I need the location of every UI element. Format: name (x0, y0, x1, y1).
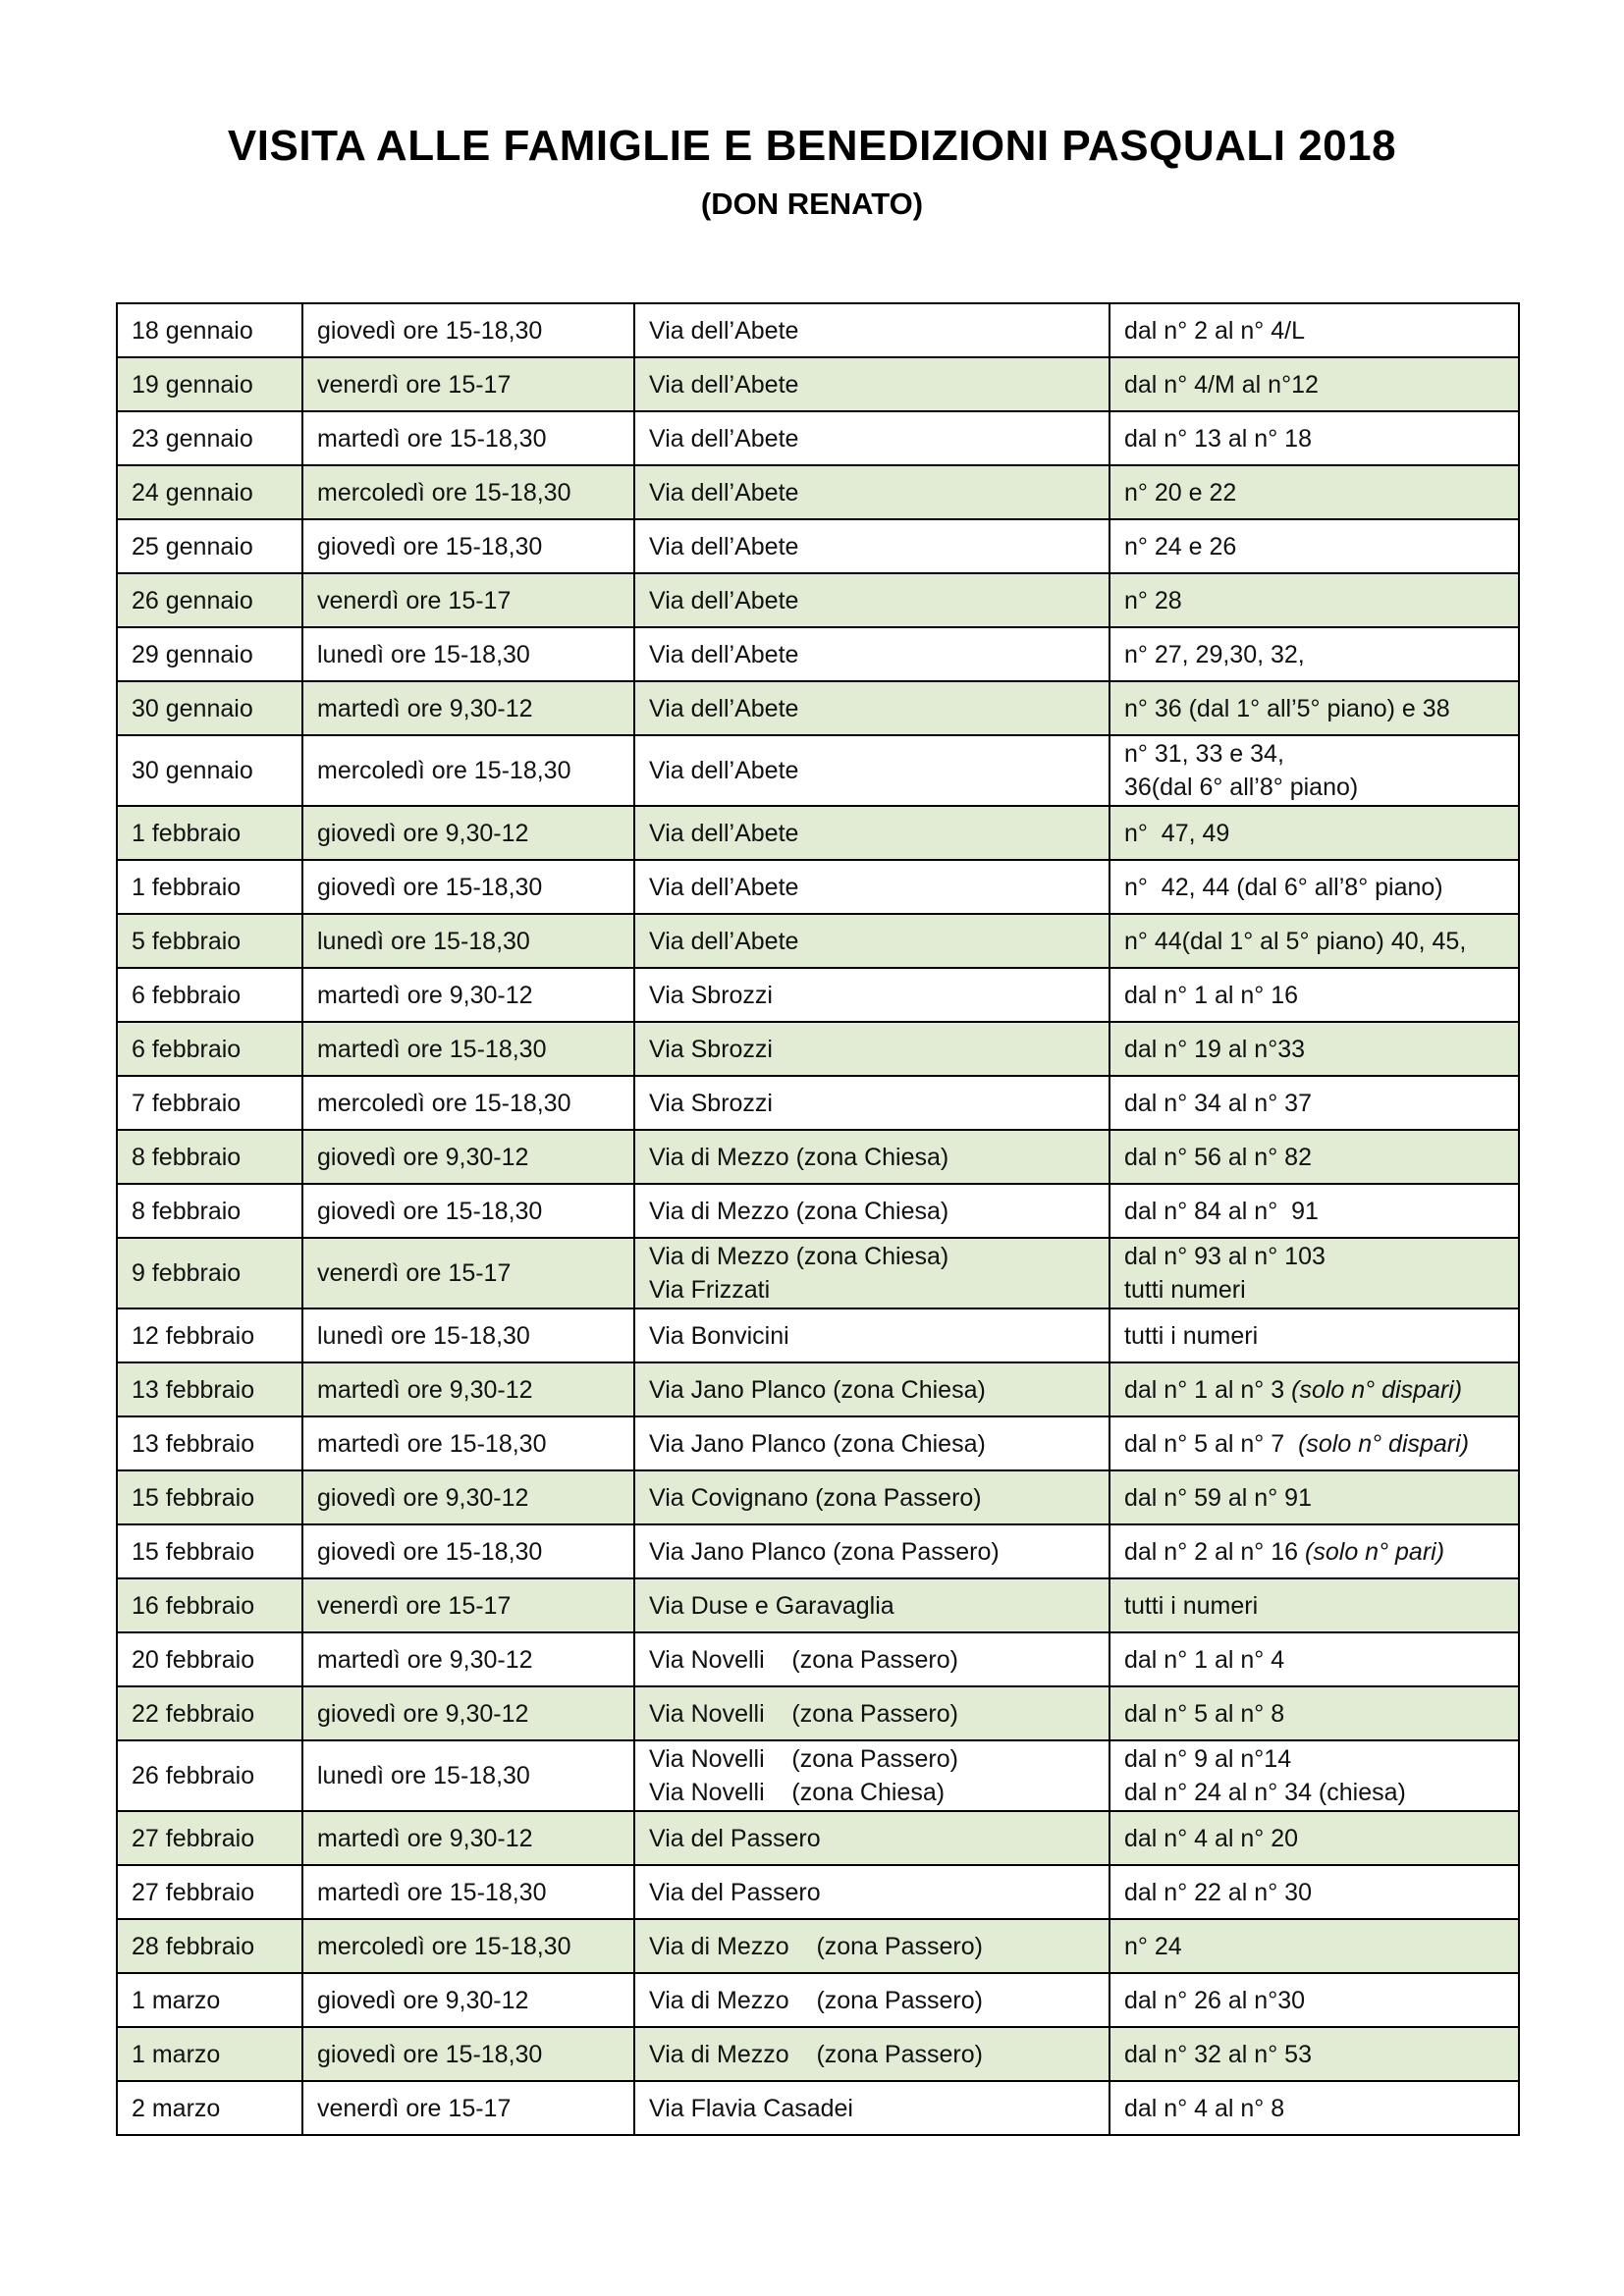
numbers-cell (1110, 1184, 1519, 1238)
street-cell (634, 806, 1110, 860)
numbers-text: dal n° 2 al n° 4/L (1124, 316, 1306, 345)
date-cell: 24 gennaio (117, 465, 302, 519)
date-cell: 1 febbraio (117, 860, 302, 914)
street-line: Via di Mezzo (zona Passero) (649, 1986, 983, 2014)
table-row (117, 735, 1519, 806)
numbers-line (1124, 1742, 1504, 1776)
schedule-table (116, 302, 1520, 2136)
numbers-line (1124, 583, 1504, 618)
date-cell: 15 febbraio (117, 1470, 302, 1524)
table-row (117, 1524, 1519, 1578)
numbers-line (1124, 1194, 1504, 1229)
street-cell (634, 1632, 1110, 1686)
numbers-line (1124, 870, 1504, 905)
street-line: Via dell’Abete (649, 370, 799, 399)
numbers-line (1124, 1875, 1504, 1910)
time-cell: martedì ore 15-18,30 (302, 1416, 634, 1470)
table-row (117, 1686, 1519, 1740)
numbers-line (1124, 1929, 1504, 1964)
numbers-cell (1110, 519, 1519, 573)
table-row (117, 1130, 1519, 1184)
page-subtitle: (DON RENATO) (700, 187, 924, 221)
numbers-line (1124, 1642, 1504, 1678)
table-row (117, 1919, 1519, 1973)
street-cell (634, 573, 1110, 627)
table-row (117, 627, 1519, 681)
numbers-cell (1110, 1578, 1519, 1632)
date-cell: 8 febbraio (117, 1184, 302, 1238)
table-row (117, 1362, 1519, 1416)
time-cell: giovedì ore 9,30-12 (302, 806, 634, 860)
numbers-cell (1110, 303, 1519, 357)
numbers-line (1124, 637, 1504, 672)
street-line: Via del Passero (649, 1878, 821, 1906)
date-cell: 6 febbraio (117, 968, 302, 1022)
date-cell: 29 gennaio (117, 627, 302, 681)
street-cell (634, 1524, 1110, 1578)
numbers-text: n° 31, 33 e 34, (1124, 740, 1284, 768)
numbers-cell (1110, 627, 1519, 681)
numbers-cell (1110, 1919, 1519, 1973)
numbers-text: dal n° 59 al n° 91 (1124, 1483, 1312, 1512)
time-cell: giovedì ore 15-18,30 (302, 1184, 634, 1238)
street-cell (634, 1130, 1110, 1184)
date-cell: 7 febbraio (117, 1076, 302, 1130)
numbers-text: dal n° 24 al n° 34 (chiesa) (1124, 1779, 1406, 1806)
numbers-text: n° 27, 29,30, 32, (1124, 640, 1305, 668)
table-row (117, 1022, 1519, 1076)
street-line: Via Covignano (zona Passero) (649, 1483, 982, 1512)
street-line: Via Sbrozzi (649, 981, 773, 1009)
numbers-text: dal n° 34 al n° 37 (1124, 1089, 1312, 1117)
numbers-line (1124, 1696, 1504, 1732)
numbers-text: dal n° 9 al n°14 (1124, 1745, 1292, 1773)
numbers-cell (1110, 1740, 1519, 1811)
street-cell (634, 1416, 1110, 1470)
date-cell: 12 febbraio (117, 1308, 302, 1362)
numbers-cell (1110, 1632, 1519, 1686)
street-cell (634, 627, 1110, 681)
street-line: Via Jano Planco (zona Passero) (649, 1537, 1000, 1566)
street-line: Via dell’Abete (649, 640, 799, 668)
street-line: Via dell’Abete (649, 316, 799, 345)
date-cell: 23 gennaio (117, 411, 302, 465)
street-line: Via Novelli (zona Chiesa) (649, 1779, 946, 1806)
street-cell (634, 1811, 1110, 1865)
table-row (117, 1740, 1519, 1811)
street-cell (634, 1578, 1110, 1632)
date-cell: 27 febbraio (117, 1811, 302, 1865)
time-cell: martedì ore 15-18,30 (302, 411, 634, 465)
street-cell (634, 681, 1110, 735)
date-cell: 25 gennaio (117, 519, 302, 573)
numbers-line (1124, 1588, 1504, 1624)
time-cell: lunedì ore 15-18,30 (302, 1308, 634, 1362)
street-cell (634, 411, 1110, 465)
time-cell: venerdì ore 15-17 (302, 1578, 634, 1632)
time-cell: giovedì ore 15-18,30 (302, 303, 634, 357)
time-cell: venerdì ore 15-17 (302, 357, 634, 411)
table-row (117, 681, 1519, 735)
table-row (117, 2081, 1519, 2135)
numbers-line (1124, 1776, 1504, 1809)
street-cell (634, 1973, 1110, 2027)
street-cell (634, 2081, 1110, 2135)
street-line: Via di Mezzo (zona Chiesa) (649, 1197, 949, 1225)
date-cell: 2 marzo (117, 2081, 302, 2135)
numbers-cell (1110, 1022, 1519, 1076)
date-cell: 6 febbraio (117, 1022, 302, 1076)
numbers-cell (1110, 735, 1519, 806)
numbers-cell (1110, 914, 1519, 968)
street-cell (634, 914, 1110, 968)
table-row (117, 1811, 1519, 1865)
street-line: Via dell’Abete (649, 532, 799, 561)
table-row (117, 806, 1519, 860)
street-line: Via Frizzati (649, 1276, 771, 1304)
numbers-cell (1110, 1811, 1519, 1865)
numbers-text: dal n° 5 al n° 8 (1124, 1699, 1285, 1728)
time-cell: mercoledì ore 15-18,30 (302, 1076, 634, 1130)
numbers-text: dal n° 22 al n° 30 (1124, 1878, 1312, 1906)
street-cell (634, 1470, 1110, 1524)
date-cell: 13 febbraio (117, 1362, 302, 1416)
numbers-text: n° 44(dal 1° al 5° piano) 40, 45, (1124, 927, 1467, 955)
numbers-text: dal n° 56 al n° 82 (1124, 1143, 1312, 1171)
numbers-text: dal n° 13 al n° 18 (1124, 424, 1312, 453)
numbers-text: dal n° 1 al n° 4 (1124, 1645, 1285, 1674)
table-row (117, 1632, 1519, 1686)
street-line: Via di Mezzo (zona Passero) (649, 1932, 983, 1960)
numbers-note: (solo n° dispari) (1298, 1429, 1470, 1458)
date-cell: 18 gennaio (117, 303, 302, 357)
street-cell (634, 1076, 1110, 1130)
numbers-text: dal n° 1 al n° 16 (1124, 981, 1299, 1009)
street-cell (634, 519, 1110, 573)
street-line: Via di Mezzo (zona Passero) (649, 2040, 983, 2068)
numbers-text: dal n° 32 al n° 53 (1124, 2040, 1312, 2068)
date-cell: 26 febbraio (117, 1740, 302, 1811)
table-row (117, 860, 1519, 914)
street-line: Via dell’Abete (649, 424, 799, 453)
numbers-text: n° 24 (1124, 1932, 1182, 1960)
numbers-cell (1110, 465, 1519, 519)
street-line: Via dell’Abete (649, 694, 799, 722)
numbers-text: dal n° 84 al n° 91 (1124, 1197, 1319, 1225)
street-line: Via dell’Abete (649, 586, 799, 614)
numbers-cell (1110, 860, 1519, 914)
numbers-note: (solo n° dispari) (1291, 1375, 1463, 1404)
date-cell: 9 febbraio (117, 1238, 302, 1308)
numbers-text: n° 28 (1124, 586, 1182, 614)
numbers-text: dal n° 5 al n° 7 (1124, 1429, 1292, 1458)
time-cell: giovedì ore 15-18,30 (302, 860, 634, 914)
time-cell: mercoledì ore 15-18,30 (302, 735, 634, 806)
table-row (117, 968, 1519, 1022)
time-cell: lunedì ore 15-18,30 (302, 627, 634, 681)
date-cell: 15 febbraio (117, 1524, 302, 1578)
street-cell (634, 1919, 1110, 1973)
time-cell: martedì ore 15-18,30 (302, 1022, 634, 1076)
numbers-text: dal n° 19 al n°33 (1124, 1035, 1306, 1063)
numbers-cell (1110, 1308, 1519, 1362)
time-cell: giovedì ore 9,30-12 (302, 1973, 634, 2027)
table-row (117, 2027, 1519, 2081)
numbers-line (1124, 475, 1504, 510)
street-cell (634, 303, 1110, 357)
street-cell (634, 1686, 1110, 1740)
numbers-cell (1110, 806, 1519, 860)
table-row (117, 1973, 1519, 2027)
street-cell (634, 735, 1110, 806)
numbers-text: dal n° 1 al n° 3 (1124, 1375, 1285, 1404)
numbers-text: dal n° 4/M al n°12 (1124, 370, 1319, 399)
table-row (117, 573, 1519, 627)
numbers-line (1124, 978, 1504, 1013)
date-cell: 1 febbraio (117, 806, 302, 860)
numbers-cell (1110, 411, 1519, 465)
numbers-cell (1110, 1238, 1519, 1308)
date-cell: 30 gennaio (117, 681, 302, 735)
numbers-line (1124, 367, 1504, 402)
date-cell: 1 marzo (117, 2027, 302, 2081)
time-cell: lunedì ore 15-18,30 (302, 1740, 634, 1811)
numbers-text: dal n° 4 al n° 8 (1124, 2094, 1285, 2122)
street-cell (634, 1184, 1110, 1238)
street-cell (634, 860, 1110, 914)
time-cell: mercoledì ore 15-18,30 (302, 465, 634, 519)
street-line: Via Jano Planco (zona Chiesa) (649, 1429, 986, 1458)
table-row (117, 1470, 1519, 1524)
numbers-text: 36(dal 6° all’8° piano) (1124, 774, 1359, 801)
numbers-text: n° 42, 44 (dal 6° all’8° piano) (1124, 873, 1443, 901)
numbers-cell (1110, 2027, 1519, 2081)
street-cell (634, 1362, 1110, 1416)
table-row (117, 465, 1519, 519)
date-cell: 28 febbraio (117, 1919, 302, 1973)
numbers-cell (1110, 1470, 1519, 1524)
street-line: Via dell’Abete (649, 757, 799, 784)
numbers-text: n° 20 e 22 (1124, 478, 1237, 507)
date-cell: 19 gennaio (117, 357, 302, 411)
numbers-cell (1110, 1524, 1519, 1578)
numbers-line (1124, 421, 1504, 456)
numbers-line (1124, 1140, 1504, 1175)
street-line: Via Flavia Casadei (649, 2094, 853, 2122)
numbers-text: dal n° 26 al n°30 (1124, 1986, 1306, 2014)
table-row (117, 303, 1519, 357)
numbers-line (1124, 1032, 1504, 1067)
street-cell (634, 1238, 1110, 1308)
numbers-line (1124, 529, 1504, 564)
time-cell: giovedì ore 9,30-12 (302, 1130, 634, 1184)
time-cell: martedì ore 15-18,30 (302, 1865, 634, 1919)
numbers-line (1124, 1372, 1504, 1408)
numbers-line (1124, 1821, 1504, 1856)
street-cell (634, 1740, 1110, 1811)
table-row (117, 357, 1519, 411)
street-line: Via Novelli (zona Passero) (649, 1745, 958, 1773)
numbers-note: (solo n° pari) (1305, 1537, 1445, 1566)
street-line: Via dell’Abete (649, 478, 799, 507)
street-line: Via dell’Abete (649, 819, 799, 847)
numbers-cell (1110, 357, 1519, 411)
time-cell: giovedì ore 15-18,30 (302, 2027, 634, 2081)
date-cell: 16 febbraio (117, 1578, 302, 1632)
table-row (117, 519, 1519, 573)
numbers-cell (1110, 968, 1519, 1022)
time-cell: lunedì ore 15-18,30 (302, 914, 634, 968)
numbers-line (1124, 1086, 1504, 1121)
date-cell: 30 gennaio (117, 735, 302, 806)
date-cell: 13 febbraio (117, 1416, 302, 1470)
numbers-text: tutti i numeri (1124, 1321, 1259, 1350)
numbers-line (1124, 1273, 1504, 1307)
numbers-line (1124, 924, 1504, 959)
table-row (117, 1076, 1519, 1130)
numbers-cell (1110, 1416, 1519, 1470)
numbers-text: dal n° 2 al n° 16 (1124, 1537, 1299, 1566)
numbers-line (1124, 2037, 1504, 2072)
time-cell: giovedì ore 15-18,30 (302, 1524, 634, 1578)
table-row (117, 411, 1519, 465)
street-line: Via di Mezzo (zona Chiesa) (649, 1243, 949, 1270)
table-row (117, 1238, 1519, 1308)
time-cell: giovedì ore 15-18,30 (302, 519, 634, 573)
time-cell: venerdì ore 15-17 (302, 2081, 634, 2135)
numbers-text: n° 36 (dal 1° all’5° piano) e 38 (1124, 694, 1450, 722)
numbers-cell (1110, 2081, 1519, 2135)
street-cell (634, 968, 1110, 1022)
numbers-cell (1110, 1130, 1519, 1184)
table-row (117, 1865, 1519, 1919)
table-row (117, 914, 1519, 968)
date-cell: 8 febbraio (117, 1130, 302, 1184)
numbers-text: tutti i numeri (1124, 1591, 1259, 1620)
street-cell (634, 2027, 1110, 2081)
numbers-line (1124, 816, 1504, 851)
time-cell: mercoledì ore 15-18,30 (302, 1919, 634, 1973)
street-line: Via dell’Abete (649, 927, 799, 955)
street-line: Via Duse e Garavaglia (649, 1591, 894, 1620)
numbers-cell (1110, 1973, 1519, 2027)
numbers-cell (1110, 681, 1519, 735)
numbers-line (1124, 313, 1504, 348)
numbers-cell (1110, 1362, 1519, 1416)
numbers-text: n° 47, 49 (1124, 819, 1230, 847)
date-cell: 1 marzo (117, 1973, 302, 2027)
street-cell (634, 1022, 1110, 1076)
time-cell: giovedì ore 9,30-12 (302, 1686, 634, 1740)
numbers-line (1124, 691, 1504, 726)
street-cell (634, 357, 1110, 411)
numbers-line (1124, 1426, 1504, 1462)
street-line: Via di Mezzo (zona Chiesa) (649, 1143, 949, 1171)
numbers-line (1124, 1983, 1504, 2018)
numbers-line (1124, 1318, 1504, 1354)
street-line: Via Sbrozzi (649, 1035, 773, 1063)
numbers-cell (1110, 1865, 1519, 1919)
numbers-line (1124, 737, 1504, 771)
numbers-text: n° 24 e 26 (1124, 532, 1237, 561)
date-cell: 20 febbraio (117, 1632, 302, 1686)
time-cell: martedì ore 9,30-12 (302, 1362, 634, 1416)
street-line: Via dell’Abete (649, 873, 799, 901)
date-cell: 27 febbraio (117, 1865, 302, 1919)
date-cell: 22 febbraio (117, 1686, 302, 1740)
street-line: Via del Passero (649, 1824, 821, 1852)
time-cell: martedì ore 9,30-12 (302, 1811, 634, 1865)
numbers-text: dal n° 93 al n° 103 (1124, 1243, 1326, 1270)
numbers-line (1124, 1480, 1504, 1516)
time-cell: martedì ore 9,30-12 (302, 1632, 634, 1686)
numbers-cell (1110, 1686, 1519, 1740)
date-cell: 26 gennaio (117, 573, 302, 627)
page-title: VISITA ALLE FAMIGLIE E BENEDIZIONI PASQUALI 2018 (227, 122, 1397, 170)
table-row (117, 1578, 1519, 1632)
time-cell: martedì ore 9,30-12 (302, 968, 634, 1022)
street-line: Via Novelli (zona Passero) (649, 1645, 958, 1674)
time-cell: venerdì ore 15-17 (302, 573, 634, 627)
numbers-line (1124, 1240, 1504, 1273)
numbers-cell (1110, 1076, 1519, 1130)
time-cell: venerdì ore 15-17 (302, 1238, 634, 1308)
schedule-table-body (117, 303, 1519, 2135)
street-line: Via Jano Planco (zona Chiesa) (649, 1375, 986, 1404)
street-cell (634, 1308, 1110, 1362)
numbers-line (1124, 2091, 1504, 2126)
numbers-line (1124, 1534, 1504, 1570)
numbers-line (1124, 771, 1504, 804)
street-line: Via Novelli (zona Passero) (649, 1699, 958, 1728)
numbers-text: tutti numeri (1124, 1276, 1246, 1304)
date-cell: 5 febbraio (117, 914, 302, 968)
street-cell (634, 465, 1110, 519)
numbers-text: dal n° 4 al n° 20 (1124, 1824, 1299, 1852)
street-line: Via Bonvicini (649, 1321, 789, 1350)
street-line: Via Sbrozzi (649, 1089, 773, 1117)
numbers-cell (1110, 573, 1519, 627)
table-row (117, 1416, 1519, 1470)
time-cell: martedì ore 9,30-12 (302, 681, 634, 735)
table-row (117, 1308, 1519, 1362)
table-row (117, 1184, 1519, 1238)
time-cell: giovedì ore 9,30-12 (302, 1470, 634, 1524)
street-cell (634, 1865, 1110, 1919)
